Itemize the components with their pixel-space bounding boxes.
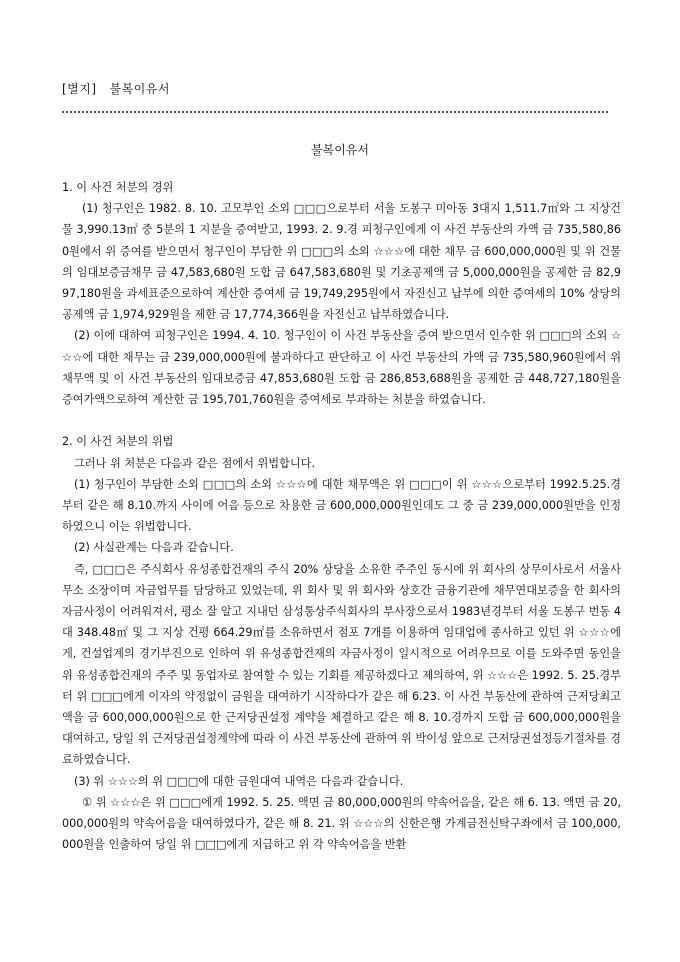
attachment-header <box>62 80 170 97</box>
section2-item-3-label: (3) 위 ☆☆☆의 위 □□□에 대한 금원대여 내역은 다음과 같습니다. <box>74 774 404 788</box>
section2-item-3-1: ① 위 ☆☆☆은 위 □□□에게 1992. 5. 25. 액면 금 80,000,000원의 약속어음을, 같은 해 6. 13. 액면 금 20,000,000원의 약속어음을 대여하였다가, 같은 해 8. 21. 위 ☆☆☆의 신한은행 가계금전신탁구좌에서 금 100,000,000원을 인출하여 당일 위 □□□에게 지급하고 위 각 약속어음을 반환 <box>62 795 621 852</box>
section2-intro: 그러나 위 처분은 다음과 같은 점에서 위법합니다. <box>74 456 316 470</box>
section1-paragraph-1: (1) 청구인은 1982. 8. 10. 고모부인 소외 □□□으로부터 서울 도봉구 미아동 3대지 1,511.7㎡와 그 지상건물 3,990.13㎡ 중 5분의 1 지분을 증여받고, 1993. 2. 9.경 피청구인에게 이 사건 부동산의 가액 금 735,580,860원에서 위 증여를 받으면서 청구인이 부담한 위 □□□의 소외 ☆☆☆에 대한 채무 금 600,000,000원 및 위 건물의 임대보증금채무 금 47,583,680원 도합 금 647,583,680원 및 기초공제액 금 5,000,000원을 공제한 금 82,997,180원을 과세표준으로하여 계산한 증여세 금 19,749,295원에서 자진신고 납부에 의한 증여세의 10% 상당의 공제액 금 1,974,929원을 제한 금 17,774,366원을 자진신고 납부하였습니다. <box>62 202 621 322</box>
document-body <box>62 177 621 855</box>
attachment-label: [별지] <box>62 82 97 96</box>
section1-paragraph-2: (2) 이에 대하여 피청구인은 1994. 4. 10. 청구인이 이 사건 부동산을 증여 받으면서 인수한 위 □□□의 소외 ☆☆☆에 대한 채무는 금 239,000,000원에 불과하다고 판단하고 이 사건 부동산의 가액 금 735,580,960원에서 위 채무액 및 이 사건 부동산의 임대보증금 47,853,680원 도합 금 286,853,688원을 공제한 금 448,727,180원을 증여가액으로하여 계산한 금 195,701,760원을 증여세로 부과하는 처분을 하였습니다. <box>62 329 621 407</box>
document-title: 불복이유서 <box>311 143 369 157</box>
section2-item-2-label: (2) 사실관계는 다음과 같습니다. <box>74 541 234 555</box>
dotted-divider <box>62 111 608 113</box>
section2-heading: 2. 이 사건 처분의 위법 <box>62 435 174 449</box>
section2-item-1: (1) 청구인이 부담한 소외 □□□의 소외 ☆☆☆에 대한 채무액은 위 □□□이 위 ☆☆☆으로부터 1992.5.25.경부터 같은 해 8.10.까지 사이에 어음 등으로 차용한 금 600,000,000원인데도 그 중 금 239,000,000원만을 인정하였으니 이는 위법합니다. <box>62 477 621 534</box>
paragraph-gap <box>62 410 621 431</box>
section1-heading: 1. 이 사건 처분의 경위 <box>62 181 174 194</box>
section2-item-2-body: 즉, □□□은 주식회사 유성종합건재의 주식 20% 상당을 소유한 주주인 동시에 위 회사의 상무이사로서 서울사무소 소장이며 자금업무를 담당하고 있었는데, 위 회사 및 위 회사와 상호간 금융기관에 채무연대보증을 한 회사의 자금사정이 어려워져서, 평소 잘 알고 지내던 삼성통상주식회사의 부사장으로서 1983년경부터 서울 도봉구 번동 4 대 348.48㎡ 및 그 지상 건평 664.29㎡를 소유하면서 점포 7개를 이용하여 임대업에 종사하고 있던 위 ☆☆☆에게, 건설업계의 경기부진으로 인하여 위 유성종합건재의 자금사정이 일시적으로 어려우므로 이를 도와주면 동인을 위 유성종합건재의 주주 및 동업자로 참여할 수 있는 기회를 제공하겠다고 제의하여, 위 ☆☆☆은 1992. 5. 25.경부터 위 □□□에게 이자의 약정없이 금원을 대여하기 시작하다가 같은 해 6.23. 이 사건 부동산에 관하여 근저당최고액을 금 600,000,000원으로 한 근저당권설정 계약을 체결하고 같은 해 8. 10.경까지 도합 금 600,000,000원을 대여하고, 당일 위 근저당권설정계약에 따라 이 사건 부동산에 관하여 위 박이성 앞으로 근저당권설정등기절차를 경료하였습니다. <box>62 562 621 767</box>
attachment-title: 불복이유서 <box>109 82 170 96</box>
